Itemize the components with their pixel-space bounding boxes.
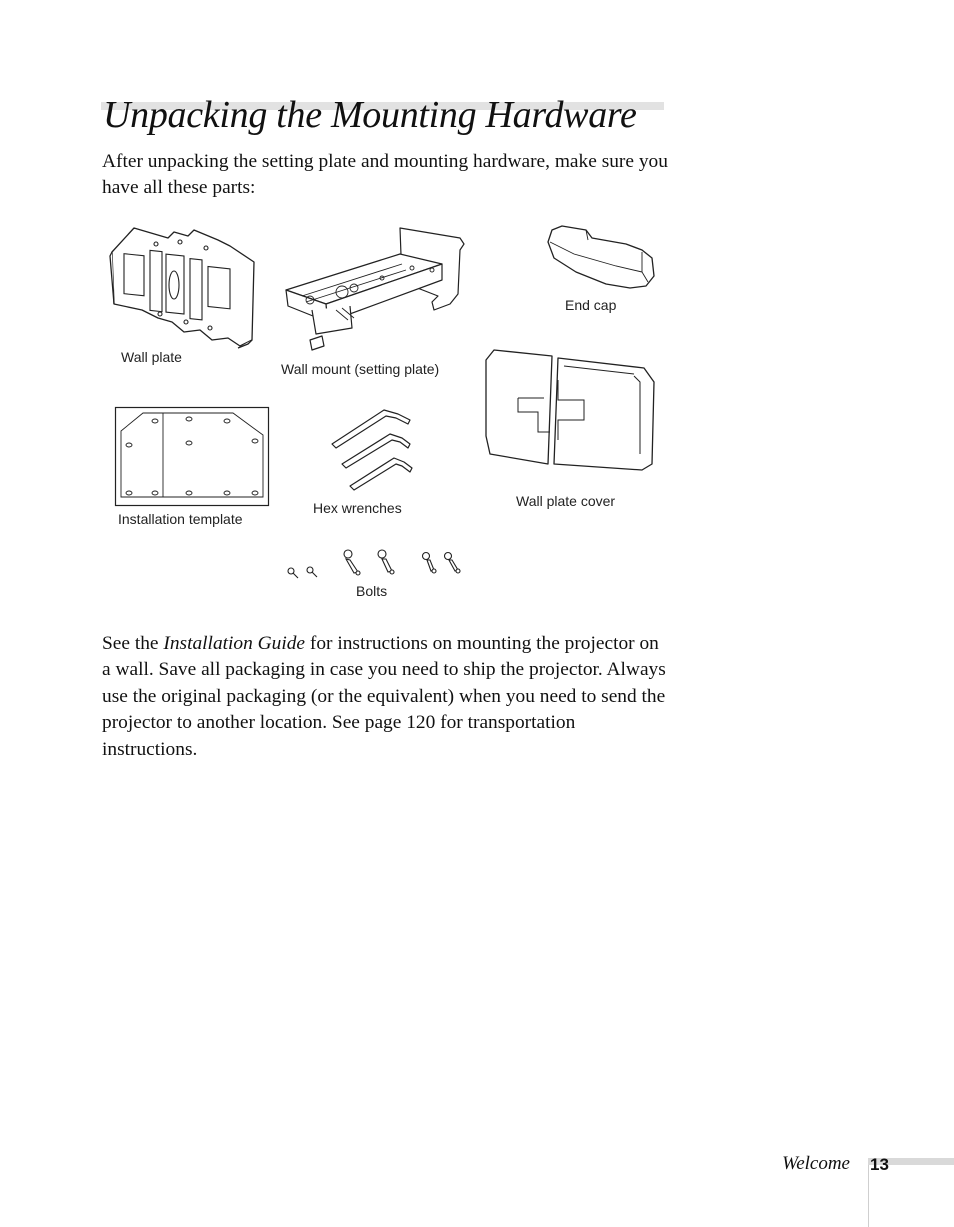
end-cap-illustration <box>546 224 656 292</box>
body-paragraph <box>102 631 668 763</box>
body-text-after: for instructions on mounting the projector on a wall. Save all packaging in case you need to ship the projector. Always use the original packaging (or the equivalent) when you need to send the projector to another location. See page 120 for transportation instructions. <box>102 633 666 760</box>
footer-rule <box>868 1165 869 1227</box>
intro-paragraph: After unpacking the setting plate and mounting hardware, make sure you have all these parts: <box>102 151 668 199</box>
page-title: Unpacking the Mounting Hardware <box>103 94 637 136</box>
wall-plate-label: Wall plate <box>121 349 182 365</box>
hex-wrenches-label: Hex wrenches <box>313 500 402 516</box>
page-number: 13 <box>870 1155 889 1174</box>
wall-plate-cover-illustration <box>484 346 656 472</box>
bolts-illustration <box>284 546 468 580</box>
wall-mount-label: Wall mount (setting plate) <box>281 361 440 377</box>
body-text-before: See the <box>102 633 164 654</box>
installation-guide-reference: Installation Guide <box>163 633 306 654</box>
installation-template-label: Installation template <box>118 511 243 527</box>
bolts-label: Bolts <box>356 583 388 599</box>
wall-mount-illustration <box>282 224 468 356</box>
installation-template-illustration <box>115 407 270 507</box>
end-cap-label: End cap <box>565 297 617 313</box>
wall-plate-cover-label: Wall plate cover <box>516 493 616 509</box>
hex-wrenches-illustration <box>328 406 414 490</box>
wall-plate-illustration <box>108 222 256 350</box>
footer-section-name: Welcome <box>782 1153 850 1174</box>
